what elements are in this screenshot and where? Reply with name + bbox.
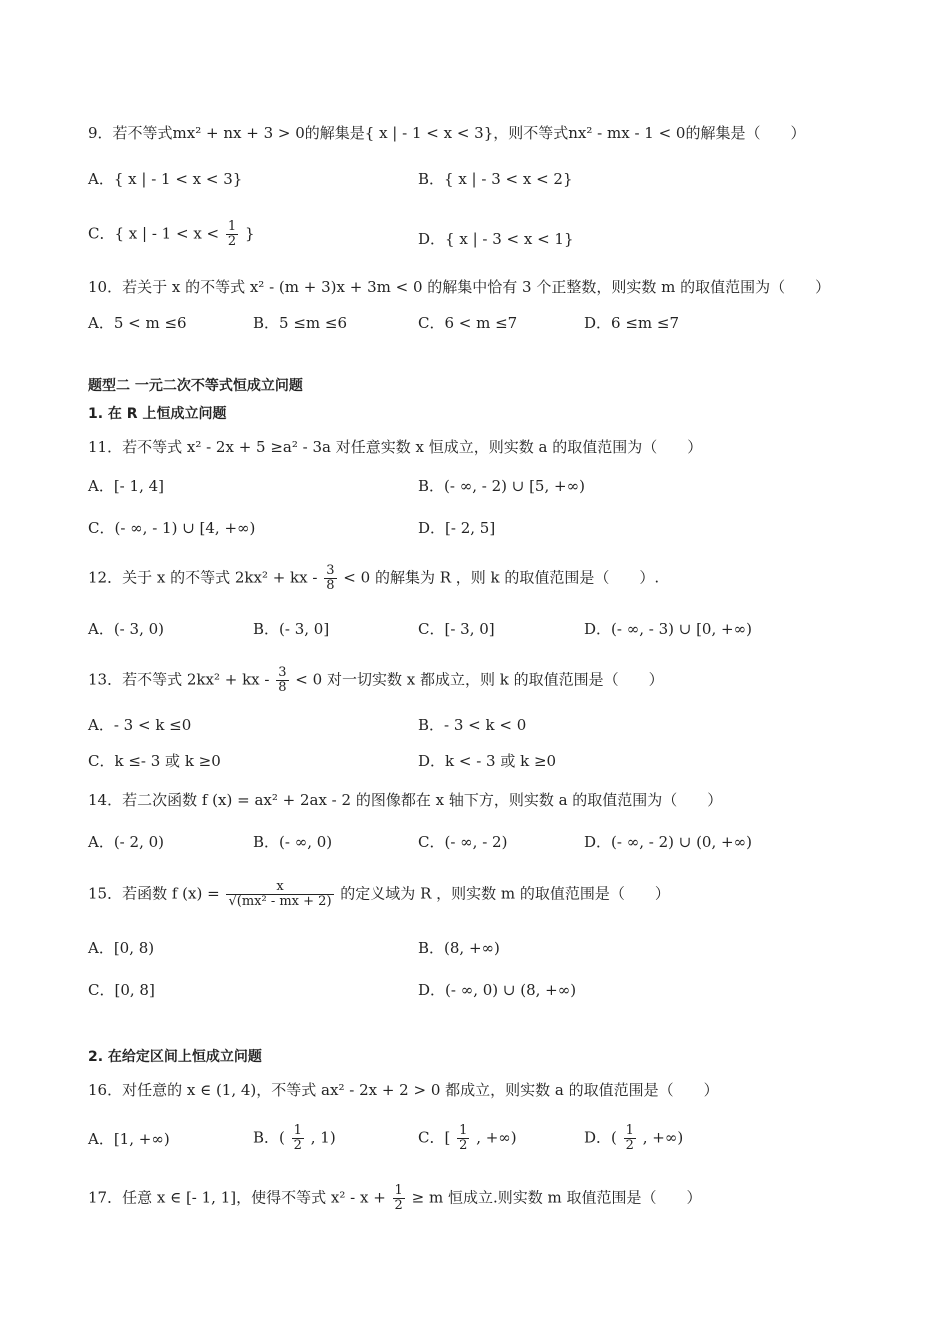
question-9-stem: 9．若不等式mx² + nx + 3 > 0的解集是{ x | - 1 < x < 3}，则不等式nx² - mx - 1 < 0的解集是（ ） xyxy=(88,124,806,142)
q15-option-c: C．[0, 8] xyxy=(88,981,155,999)
q13-fraction xyxy=(276,666,288,695)
q16-option-b-pre: B．( xyxy=(253,1128,285,1147)
question-15-stem xyxy=(88,880,670,909)
q12-stem-pre: 12．关于 x 的不等式 2kx² + kx - xyxy=(88,568,318,587)
question-11-stem: 11．若不等式 x² - 2x + 5 ≥a² - 3a 对任意实数 x 恒成立，则实数 a 的取值范围为（ ） xyxy=(88,438,703,456)
question-12-stem xyxy=(88,564,659,593)
q17-stem-pre: 17．任意 x ∈ [- 1, 1]，使得不等式 x² - x + xyxy=(88,1188,386,1207)
frac-num: x xyxy=(226,880,333,895)
q14-option-b: B．(- ∞, 0) xyxy=(253,833,333,851)
q9-option-a: A．{ x | - 1 < x < 3} xyxy=(88,170,243,188)
q11-option-b: B．(- ∞, - 2) ∪ [5, +∞) xyxy=(418,477,585,495)
frac-den: 2 xyxy=(625,1138,634,1153)
q15-stem-post: 的定义域为 R ，则实数 m 的取值范围是（ ） xyxy=(340,884,670,903)
q15-option-d: D．(- ∞, 0) ∪ (8, +∞) xyxy=(418,981,577,999)
q9-option-d: D．{ x | - 3 < x < 1} xyxy=(418,230,574,248)
q16-option-a: A．[1, +∞) xyxy=(88,1130,170,1148)
q15-fraction xyxy=(226,880,333,909)
q9-option-b: B．{ x | - 3 < x < 2} xyxy=(418,170,573,188)
q15-option-b: B．(8, +∞) xyxy=(418,939,500,957)
q15-option-a: A．[0, 8) xyxy=(88,939,155,957)
q11-option-c: C．(- ∞, - 1) ∪ [4, +∞) xyxy=(88,519,256,537)
q9-option-c xyxy=(88,220,255,249)
q11-option-a: A．[- 1, 4] xyxy=(88,477,164,495)
q17-fraction xyxy=(393,1184,405,1213)
question-17-stem xyxy=(88,1184,701,1213)
q9-option-c-fraction xyxy=(226,220,238,249)
q15-stem-pre: 15．若函数 f (x) = xyxy=(88,884,220,903)
question-13-stem xyxy=(88,666,664,695)
question-16-stem: 16．对任意的 x ∈ (1, 4)，不等式 ax² - 2x + 2 > 0 都成立，则实数 a 的取值范围是（ ） xyxy=(88,1081,719,1099)
q14-option-a: A．(- 2, 0) xyxy=(88,833,164,851)
frac-num: 1 xyxy=(227,219,237,234)
q13-stem-post: < 0 对一切实数 x 都成立，则 k 的取值范围是（ ） xyxy=(295,670,664,689)
frac-num: 3 xyxy=(326,563,335,578)
q10-option-a: A．5 < m ≤6 xyxy=(88,314,187,332)
q16-option-c xyxy=(418,1124,517,1153)
section-title: 题型二 一元二次不等式恒成立问题 xyxy=(88,378,303,394)
frac-den: 2 xyxy=(459,1138,468,1153)
q12-option-b: B．(- 3, 0] xyxy=(253,620,330,638)
subsection-2-title: 2. 在给定区间上恒成立问题 xyxy=(88,1049,262,1065)
frac-num: 3 xyxy=(278,665,287,680)
frac-den: 2 xyxy=(227,234,237,249)
q16-option-b xyxy=(253,1124,336,1153)
q16-option-c-post: , +∞) xyxy=(476,1128,517,1147)
q16-option-b-post: , 1) xyxy=(310,1128,336,1147)
q16-option-c-pre: C．[ xyxy=(418,1128,451,1147)
q9-option-c-pre: C．{ x | - 1 < x < xyxy=(88,224,220,243)
q13-option-c: C．k ≤- 3 或 k ≥0 xyxy=(88,752,221,770)
frac-num: 1 xyxy=(394,1183,403,1198)
q12-fraction xyxy=(324,564,336,593)
frac-num: 1 xyxy=(625,1123,634,1138)
q16-option-d-fraction xyxy=(624,1124,636,1153)
q12-option-a: A．(- 3, 0) xyxy=(88,620,164,638)
frac-den: 2 xyxy=(293,1138,302,1153)
q17-stem-post: ≥ m 恒成立.则实数 m 取值范围是（ ） xyxy=(411,1188,702,1207)
frac-den: 8 xyxy=(278,680,287,695)
q16-option-d-pre: D．( xyxy=(584,1128,617,1147)
q16-option-c-fraction xyxy=(457,1124,469,1153)
frac-den: √(mx² - mx + 2) xyxy=(228,894,332,909)
q14-option-d: D．(- ∞, - 2) ∪ (0, +∞) xyxy=(584,833,752,851)
frac-den: 2 xyxy=(394,1198,403,1213)
q13-option-a: A．- 3 < k ≤0 xyxy=(88,716,192,734)
q11-option-d: D．[- 2, 5] xyxy=(418,519,496,537)
frac-den: 8 xyxy=(326,578,335,593)
q13-option-d: D．k < - 3 或 k ≥0 xyxy=(418,752,557,770)
q13-option-b: B．- 3 < k < 0 xyxy=(418,716,527,734)
q13-stem-pre: 13．若不等式 2kx² + kx - xyxy=(88,670,270,689)
question-10-stem: 10．若关于 x 的不等式 x² - (m + 3)x + 3m < 0 的解集中恰有 3 个正整数，则实数 m 的取值范围为（ ） xyxy=(88,278,831,296)
q16-option-d xyxy=(584,1124,683,1153)
q16-option-b-fraction xyxy=(292,1124,304,1153)
q12-option-c: C．[- 3, 0] xyxy=(418,620,495,638)
q10-option-b: B．5 ≤m ≤6 xyxy=(253,314,348,332)
frac-num: 1 xyxy=(459,1123,468,1138)
q16-option-d-post: , +∞) xyxy=(642,1128,684,1147)
q12-stem-post: < 0 的解集为 R ，则 k 的取值范围是（ ）. xyxy=(343,568,660,587)
q10-option-c: C．6 < m ≤7 xyxy=(418,314,518,332)
q14-option-c: C．(- ∞, - 2) xyxy=(418,833,508,851)
frac-num: 1 xyxy=(293,1123,302,1138)
subsection-1-title: 1. 在 R 上恒成立问题 xyxy=(88,406,227,422)
q9-option-c-post: } xyxy=(244,224,255,243)
q10-option-d: D．6 ≤m ≤7 xyxy=(584,314,680,332)
q12-option-d: D．(- ∞, - 3) ∪ [0, +∞) xyxy=(584,620,752,638)
question-14-stem: 14．若二次函数 f (x) = ax² + 2ax - 2 的图像都在 x 轴下方，则实数 a 的取值范围为（ ） xyxy=(88,791,723,809)
